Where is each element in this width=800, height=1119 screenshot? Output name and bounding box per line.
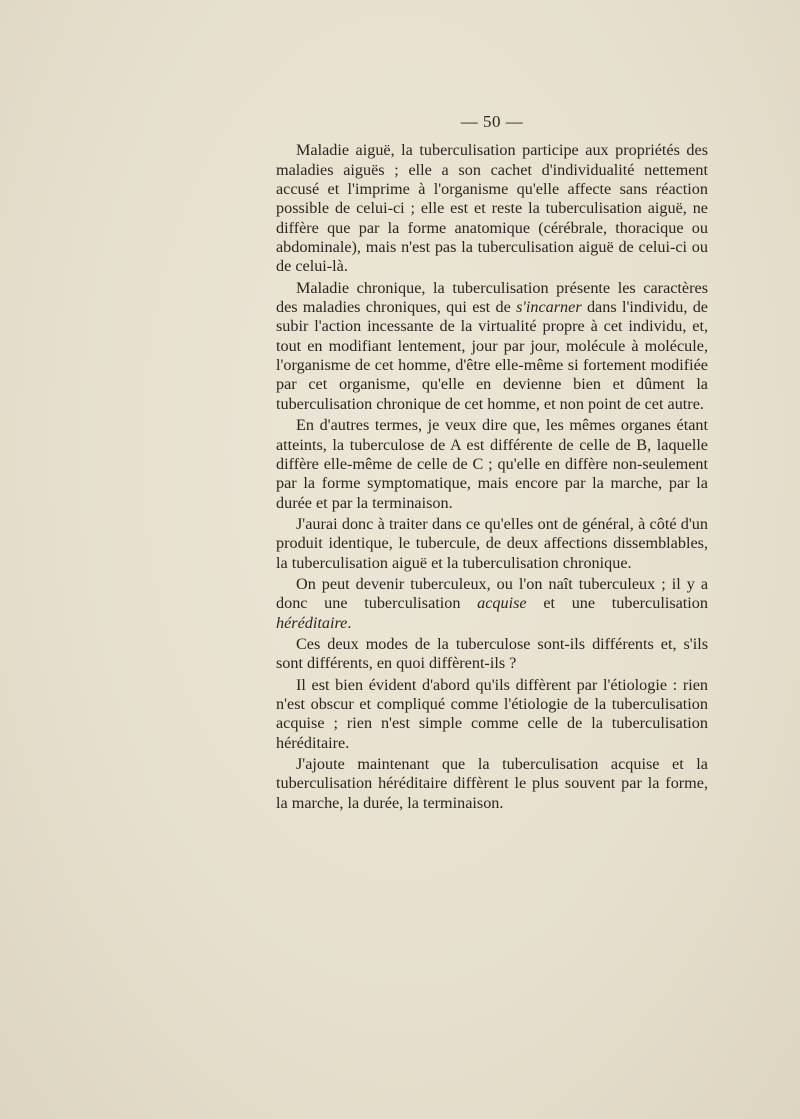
paragraph-5-italic-hereditaire: héréditaire bbox=[276, 613, 348, 632]
paragraph-8 bbox=[276, 755, 708, 813]
paragraph-7-text: Il est bien évident d'abord qu'ils diffèrent par l'étiologie : rien n'est obscur et compliqué comme l'étiologie de la tuberculisation acquise ; rien n'est simple comme celle de la tuberculisation héréditaire. bbox=[276, 675, 708, 752]
paragraph-1-text: Maladie aiguë, la tuberculisation participe aux propriétés des maladies aiguës ; elle a son cachet d'individualité nettement accusé et l'imprime à l'organisme qu'elle affecte sans réaction possible de celui-ci ; elle est et reste la tuberculisation aiguë, ne diffère que par la forme anatomique (cérébrale, thoracique ou abdominale), mais n'est pas la tuberculisation aiguë de celui-ci ou de celui-là. bbox=[276, 141, 708, 276]
paragraph-2-text-a: Maladie chronique, la tuberculisation présente les caractères des maladies chroniques, qui est de bbox=[276, 278, 708, 317]
paragraph-7 bbox=[276, 676, 708, 753]
paragraph-4 bbox=[276, 515, 708, 573]
paragraph-6-text: Ces deux modes de la tuberculose sont-ils différents et, s'ils sont différents, en quoi diffèrent-ils ? bbox=[276, 634, 708, 673]
paragraph-5-italic-acquise: acquise bbox=[477, 594, 527, 613]
paragraph-2-italic: s'incarner bbox=[516, 298, 582, 317]
paragraph-3-text: En d'autres termes, je veux dire que, les mêmes organes étant atteints, la tuberculose de A est différente de celle de B, laquelle diffère elle-même de celle de C ; qu'elle en diffère non-seulement par la forme symptomatique, mais encore par la marche, par la durée et par la terminaison. bbox=[276, 416, 708, 512]
paragraph-5-text-c: . bbox=[347, 613, 352, 632]
paragraph-2 bbox=[276, 279, 708, 414]
paragraph-5 bbox=[276, 575, 708, 633]
paragraph-1 bbox=[276, 141, 708, 276]
paragraph-2-text-b: dans l'individu, de subir l'action incessante de la virtualité propre à cet individu, et, tout en modifiant lentement, jour par jour, molécule à molécule, l'organisme de cet homme, d'être elle-même si fortement modifiée par cet organisme, qu'elle en devienne bien et dûment la tuberculisation chronique de cet homme, et non point de cet autre. bbox=[276, 298, 708, 413]
paragraph-5-text-a: On peut devenir tuberculeux, ou l'on naît tuberculeux ; il y a donc une tuberculisation bbox=[276, 574, 708, 613]
page-number: — 50 — bbox=[460, 112, 524, 131]
text-block bbox=[276, 112, 708, 815]
paragraph-8-text: J'ajoute maintenant que la tuberculisation acquise et la tuberculisation héréditaire diffèrent le plus souvent par la forme, la marche, la durée, la terminaison. bbox=[276, 755, 708, 812]
paragraph-6 bbox=[276, 635, 708, 674]
paragraph-5-text-b: et une tuberculisation bbox=[526, 594, 708, 613]
paragraph-4-text: J'aurai donc à traiter dans ce qu'elles ont de général, à côté d'un produit identique, le tubercule, de deux affections dissemblables, la tuberculisation aiguë et la tuberculisation chronique. bbox=[276, 514, 708, 572]
paragraph-3 bbox=[276, 416, 708, 513]
